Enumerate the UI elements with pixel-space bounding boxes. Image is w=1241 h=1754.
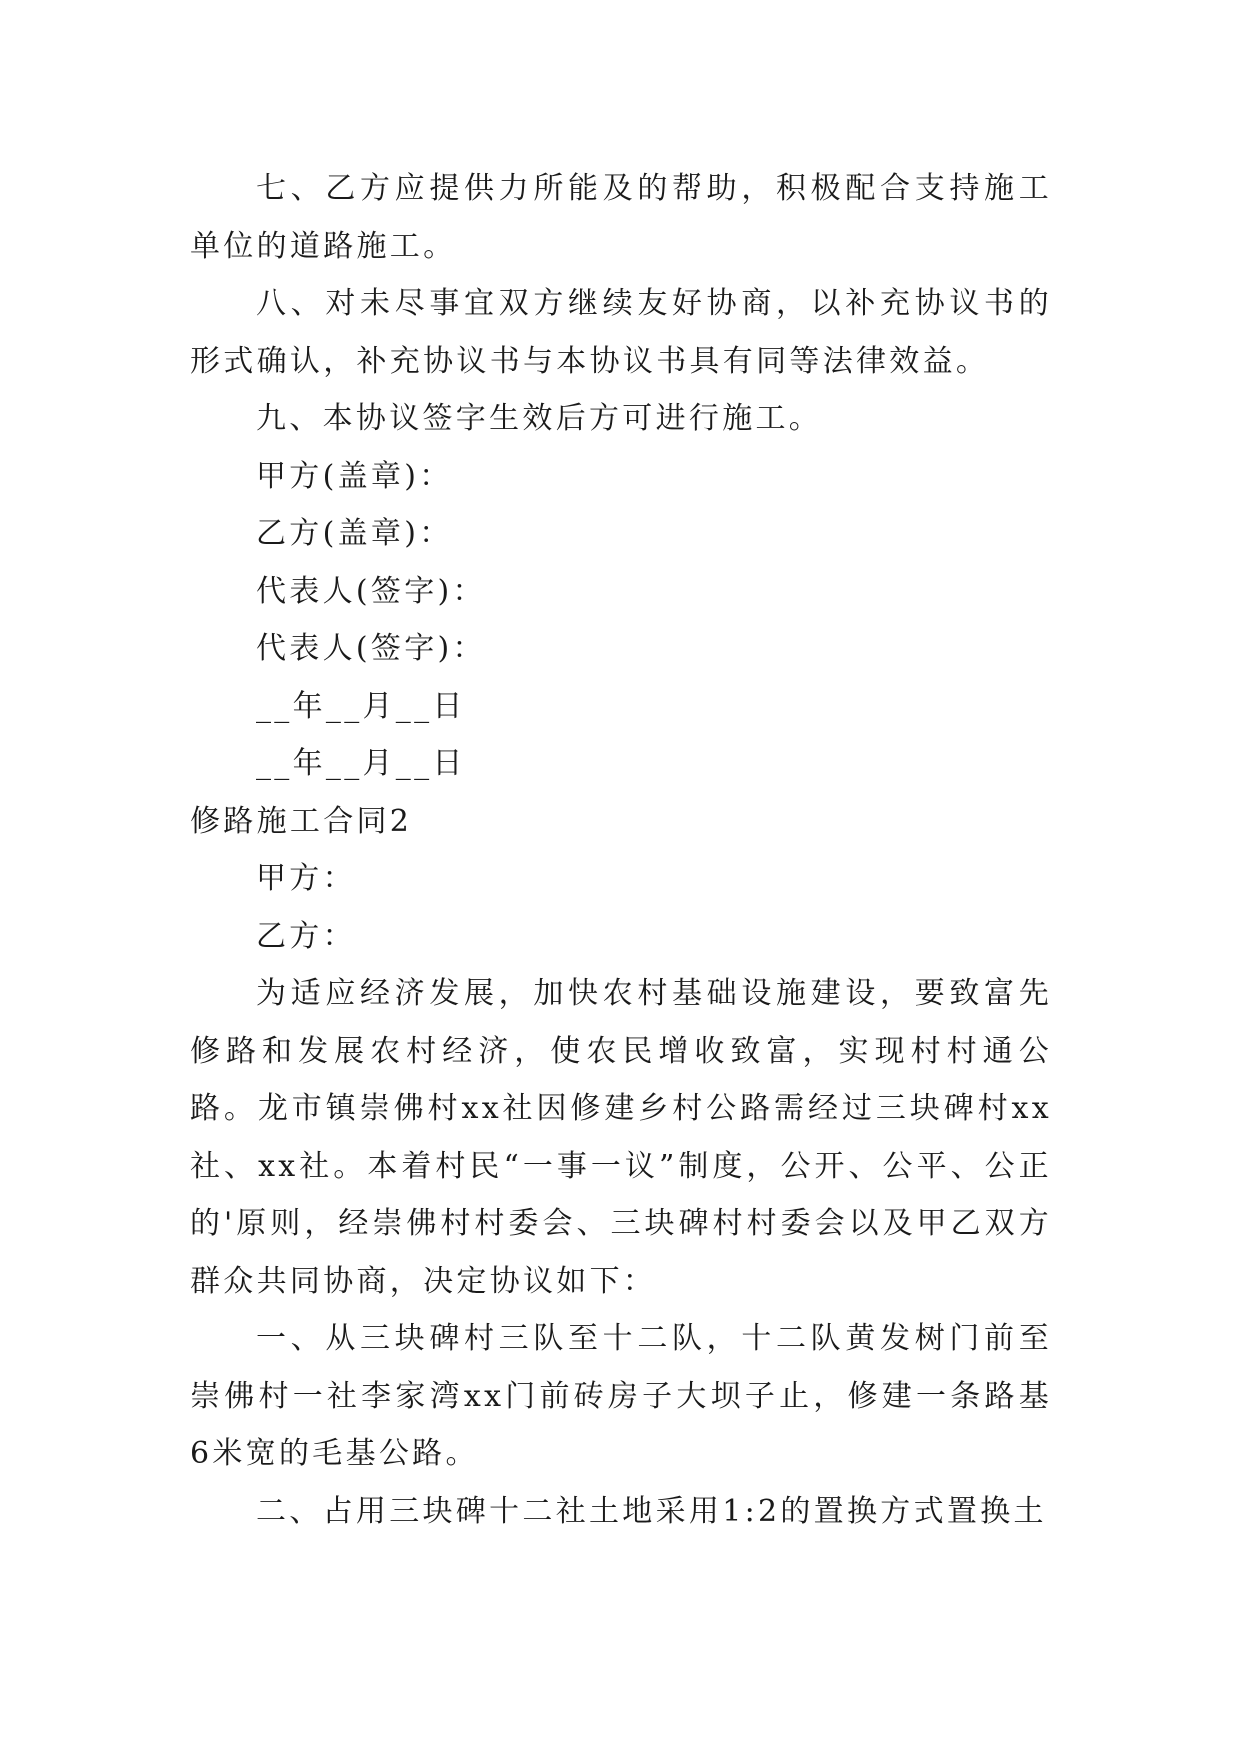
clause-8-paragraph: 八、对未尽事宜双方继续友好协商，以补充协议书的形式确认，补充协议书与本协议书具有同等法律效益。 bbox=[190, 286, 1052, 379]
representative-signature-line: 代表人(签字)： bbox=[256, 573, 486, 609]
preamble-paragraph: 为适应经济发展，加快农村基础设施建设，要致富先修路和发展农村经济，使农民增收致富，实现村村通公路。龙市镇崇佛村xx社因修建乡村公路需经过三块碑村xx社、xx社。本着村民“一事一议”制度，公开、公平、公正的'原则，经崇佛村村委会、三块碑村村委会以及甲乙双方群众共同协商，决定协议如下： bbox=[190, 976, 1052, 1299]
clause-1-paragraph: 一、从三块碑村三队至十二队，十二队黄发树门前至崇佛村一社李家湾xx门前砖房子大坝子止，修建一条路基6米宽的毛基公路。 bbox=[190, 1321, 1052, 1471]
date-line: __年__月__日 bbox=[256, 746, 466, 781]
party-a-line: 甲方： bbox=[256, 861, 356, 896]
party-a-seal-line: 甲方(盖章)： bbox=[256, 458, 453, 494]
clause-2-paragraph: 二、占用三块碑十二社土地采用1:2的置换方式置换土 bbox=[256, 1493, 1047, 1529]
contract-title: 修路施工合同2 bbox=[190, 803, 413, 839]
clause-9-paragraph: 九、本协议签字生效后方可进行施工。 bbox=[256, 401, 823, 436]
party-b-line: 乙方： bbox=[256, 918, 356, 954]
party-b-seal-line: 乙方(盖章)： bbox=[256, 516, 453, 551]
clause-7-paragraph: 七、乙方应提供力所能及的帮助，积极配合支持施工单位的道路施工。 bbox=[190, 171, 1052, 264]
representative-signature-line: 代表人(签字)： bbox=[256, 631, 486, 666]
document-page bbox=[190, 160, 1052, 1540]
date-line: __年__月__日 bbox=[256, 688, 466, 724]
